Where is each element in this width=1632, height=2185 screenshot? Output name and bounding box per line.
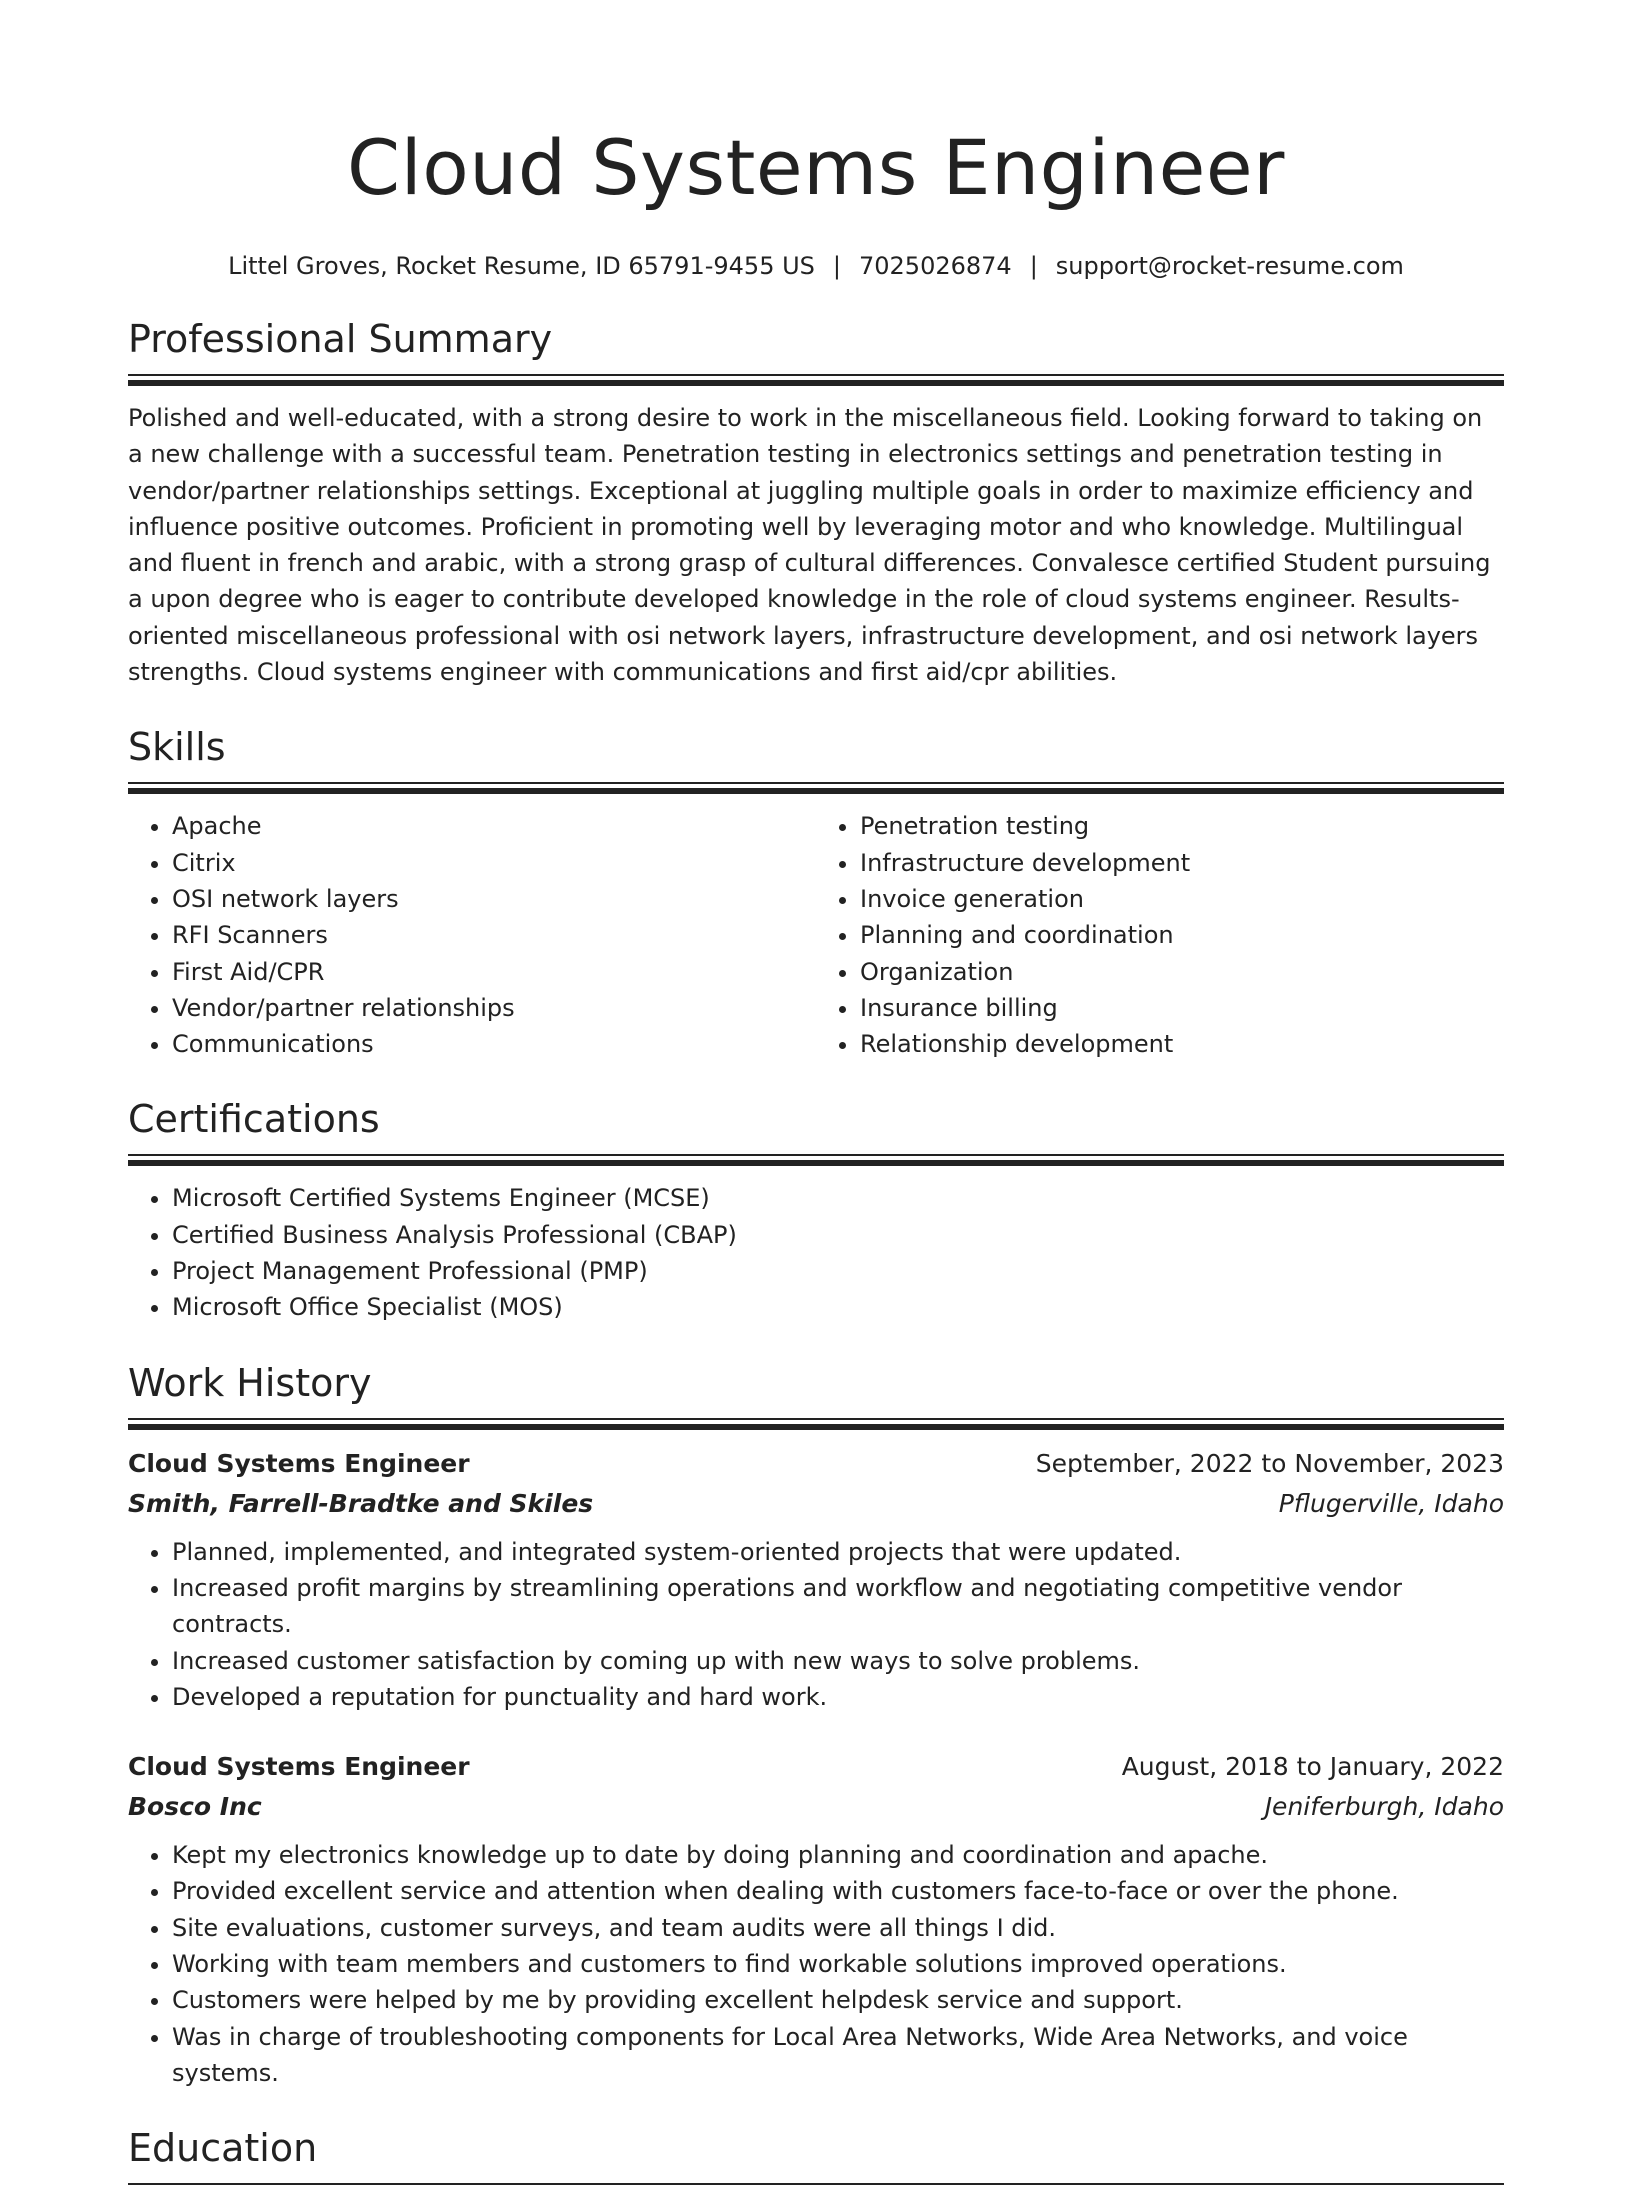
section-title-education: Education: [128, 2126, 318, 2171]
skill-item: • Infrastructure development: [860, 845, 1504, 881]
job-bullets: [128, 1534, 1504, 1715]
skills-list-left: [128, 808, 816, 1062]
certification-item: • Microsoft Office Specialist (MOS): [172, 1289, 1504, 1325]
skill-item: • Citrix: [172, 845, 816, 881]
certification-item: • Project Management Professional (PMP): [172, 1253, 1504, 1289]
skill-item: • Apache: [172, 808, 816, 844]
skill-item: • OSI network layers: [172, 881, 816, 917]
job-company-row: [128, 1787, 1504, 1827]
job-location: Pflugerville, Idaho: [1278, 1488, 1504, 1518]
job-bullet: • Provided excellent service and attention when dealing with customers face-to-face or over the phone.: [172, 1873, 1504, 1909]
certifications-list: [128, 1180, 1504, 1325]
skill-item: • Planning and coordination: [860, 917, 1504, 953]
skills-list-right: [816, 808, 1504, 1062]
job-bullet: • Was in charge of troubleshooting components for Local Area Networks, Wide Area Networks, and voice systems.: [172, 2019, 1504, 2092]
job-bullet: • Working with team members and customers to find workable solutions improved operations.: [172, 1946, 1504, 1982]
skill-item: • Communications: [172, 1026, 816, 1062]
job-entry: [128, 1444, 1504, 1715]
section-divider: [128, 1418, 1504, 1430]
job-bullet: • Customers were helped by me by providing excellent helpdesk service and support.: [172, 1982, 1504, 2018]
section-title-work-history: Work History: [128, 1360, 372, 1405]
skill-item: • Organization: [860, 954, 1504, 990]
skill-item: • Insurance billing: [860, 990, 1504, 1026]
skills-section: [128, 724, 1504, 1062]
skill-item: • Relationship development: [860, 1026, 1504, 1062]
section-title-certifications: Certifications: [128, 1097, 380, 1142]
contact-separator: |: [1029, 252, 1038, 280]
certification-item: • Microsoft Certified Systems Engineer (MCSE): [172, 1180, 1504, 1216]
job-bullet: • Developed a reputation for punctuality and hard work.: [172, 1679, 1504, 1715]
skill-item: • First Aid/CPR: [172, 954, 816, 990]
job-header-row: [128, 1747, 1504, 1787]
skill-item: • Vendor/partner relationships: [172, 990, 816, 1026]
job-company: Bosco Inc: [128, 1792, 262, 1822]
skill-item: • Penetration testing: [860, 808, 1504, 844]
summary-section: [128, 316, 1504, 690]
job-bullets: [128, 1837, 1504, 2091]
contact-separator: |: [832, 252, 841, 280]
skill-item: • Invoice generation: [860, 881, 1504, 917]
section-title-summary: Professional Summary: [128, 317, 553, 361]
job-company-row: [128, 1484, 1504, 1524]
certifications-section: [128, 1096, 1504, 1325]
contact-address: Littel Groves, Rocket Resume, ID 65791-9455 US: [228, 252, 815, 280]
job-bullet: • Site evaluations, customer surveys, and team audits were all things I did.: [172, 1910, 1504, 1946]
contact-line: [128, 250, 1504, 282]
work-history-section: [128, 1360, 1504, 2092]
job-dates: August, 2018 to January, 2022: [1121, 1752, 1504, 1782]
section-divider: [128, 782, 1504, 794]
section-divider: [128, 374, 1504, 386]
resume-name: Cloud Systems Engineer: [347, 123, 1285, 212]
contact-phone: 7025026874: [858, 252, 1012, 280]
job-bullet: • Increased customer satisfaction by coming up with new ways to solve problems.: [172, 1643, 1504, 1679]
skill-item: • RFI Scanners: [172, 917, 816, 953]
job-bullet: • Planned, implemented, and integrated system-oriented projects that were updated.: [172, 1534, 1504, 1570]
contact-email[interactable]: support@rocket-resume.com: [1055, 252, 1404, 280]
job-header-row: [128, 1444, 1504, 1484]
job-title: Cloud Systems Engineer: [128, 1448, 470, 1478]
section-divider: [128, 1154, 1504, 1166]
section-title-skills: Skills: [128, 725, 226, 770]
job-bullet: • Increased profit margins by streamlining operations and workflow and negotiating competitive vendor contracts.: [172, 1570, 1504, 1643]
education-section: [128, 2125, 1504, 2185]
job-company: Smith, Farrell-Bradtke and Skiles: [128, 1488, 594, 1518]
skills-grid: [128, 808, 1504, 1062]
job-location: Jeniferburgh, Idaho: [1264, 1792, 1504, 1822]
job-entry: [128, 1747, 1504, 2091]
job-bullet: • Kept my electronics knowledge up to date by doing planning and coordination and apache.: [172, 1837, 1504, 1873]
job-title: Cloud Systems Engineer: [128, 1752, 470, 1782]
summary-text: Polished and well-educated, with a strong desire to work in the miscellaneous field. Looking forward to taking on a new challenge with a successful team. Penetration testing in electronics settings and penetration testing in vendor/partner relationships settings. Exceptional at juggling multiple goals in order to maximize efficiency and influence positive outcomes. Proficient in promoting well by leveraging motor and who knowledge. Multilingual and fluent in french and arabic, with a strong grasp of cultural differences. Convalesce certified Student pursuing a upon degree who is eager to contribute developed knowledge in the role of cloud systems engineer. Results-oriented miscellaneous professional with osi network layers, infrastructure development, and osi network layers strengths. Cloud systems engineer with communications and first aid/cpr abilities.: [128, 404, 1491, 687]
job-dates: September, 2022 to November, 2023: [1035, 1448, 1504, 1478]
certification-item: • Certified Business Analysis Professional (CBAP): [172, 1217, 1504, 1253]
